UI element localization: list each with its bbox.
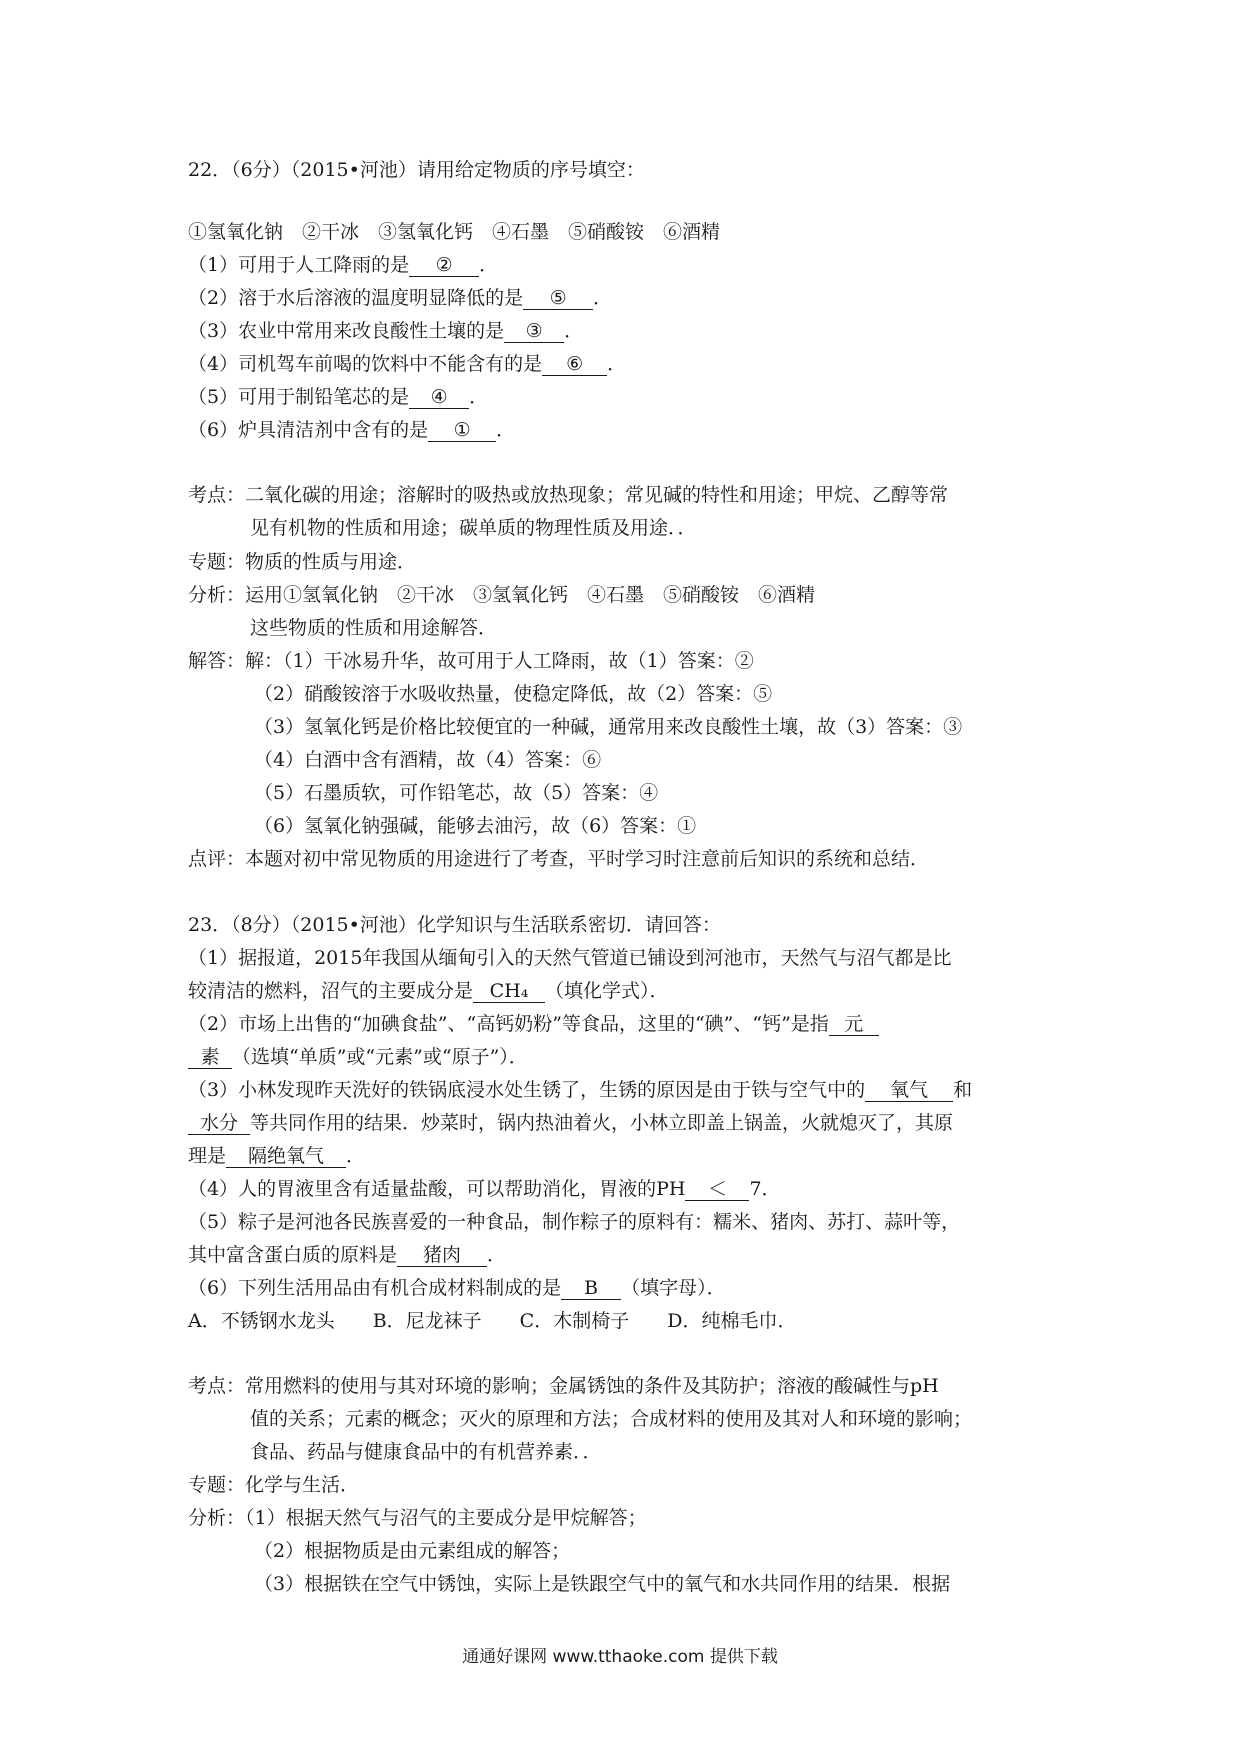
q23-kaodian-2: 值的关系；元素的概念；灭火的原理和方法；合成材料的使用及其对人和环境的影响；: [250, 1408, 973, 1430]
answer-blank: ④: [409, 386, 469, 409]
q22-jieda: 解答：解：（1）干冰易升华，故可用于人工降雨，故（1）答案：②: [188, 650, 754, 672]
q23-zhuanti: 专题：化学与生活．: [188, 1474, 360, 1496]
q22-item-3: （3）农业中常用来改良酸性土壤的是 ③ ．: [188, 320, 584, 342]
answer-blank: 元: [829, 1013, 879, 1036]
q23-title: 23．（8分）（2015•河池）化学知识与生活联系密切．请回答：: [188, 914, 721, 936]
q23-p6: （6）下列生活用品由有机合成材料制成的是 B （填字母）．: [188, 1277, 726, 1299]
q23-p4: （4）人的胃液里含有适量盐酸，可以帮助消化，胃液的PH ＜ 7．: [188, 1178, 781, 1200]
answer-blank: 氧气: [865, 1079, 953, 1102]
q23-p5-a: （5）粽子是河池各民族喜爱的一种食品，制作粽子的原料有：糯米、猪肉、苏打、蒜叶等，: [188, 1211, 961, 1233]
q22-item-2: （2）溶于水后溶液的温度明显降低的是 ⑤ ．: [188, 287, 613, 309]
q22-jieda-6: （6）氢氧化钠强碱，能够去油污，故（6）答案：①: [254, 815, 697, 837]
answer-blank: B: [561, 1277, 621, 1300]
q22-item-5: （5）可用于制铅笔芯的是 ④ ．: [188, 386, 489, 408]
q23-p1-b: 较清洁的燃料，沼气的主要成分是 CH₄ （填化学式）．: [188, 980, 669, 1002]
q22-jieda-3: （3）氢氧化钙是价格比较便宜的一种碱，通常用来改良酸性土壤，故（3）答案：③: [254, 716, 963, 738]
answer-blank: 水分: [188, 1112, 250, 1135]
q22-title: 22．（6分）（2015•河池）请用给定物质的序号填空：: [188, 159, 645, 181]
q23-fenxi: 分析：（1）根据天然气与沼气的主要成分是甲烷解答；: [188, 1507, 647, 1529]
q23-fenxi-2: （2）根据物质是由元素组成的解答；: [254, 1540, 571, 1562]
answer-blank: ⑥: [542, 353, 607, 376]
q23-p2-a: （2）市场上出售的“加碘食盐”、“高钙奶粉”等食品，这里的“碘”、“钙”是指 元: [188, 1012, 879, 1036]
footer-download-note: 通通好课网 www.tthaoke.com 提供下载: [462, 1647, 778, 1667]
q23-choices: A．不锈钢水龙头 B．尼龙袜子 C．木制椅子 D．纯棉毛巾．: [188, 1310, 797, 1332]
answer-blank: 猪肉: [397, 1244, 487, 1267]
q22-jieda-2: （2）硝酸铵溶于水吸收热量，使稳定降低，故（2）答案：⑤: [254, 683, 773, 705]
q23-p1-a: （1）据报道，2015年我国从缅甸引入的天然气管道已铺设到河池市，天然气与沼气都是比: [188, 947, 952, 969]
q22-options: ①氢氧化钠 ②干冰 ③氢氧化钙 ④石墨 ⑤硝酸铵 ⑥酒精: [188, 221, 721, 243]
answer-blank: ⑤: [523, 287, 593, 310]
q22-item-4: （4）司机驾车前喝的饮料中不能含有的是 ⑥ ．: [188, 353, 627, 375]
q22-kaodian: 考点：二氧化碳的用途；溶解时的吸热或放热现象；常见碱的特性和用途；甲烷、乙醇等常: [188, 484, 949, 506]
q22-jieda-4: （4）白酒中含有酒精，故（4）答案：⑥: [254, 749, 602, 771]
q23-p2-b: 素 （选填“单质”或“元素”或“原子”）．: [188, 1045, 528, 1069]
q22-jieda-5: （5）石墨质软，可作铅笔芯，故（5）答案：④: [254, 782, 659, 804]
q22-kaodian-cont: 见有机物的性质和用途；碳单质的物理性质及用途．．: [250, 517, 697, 539]
answer-blank: ＜: [685, 1178, 749, 1201]
q22-zhuanti: 专题：物质的性质与用途．: [188, 551, 417, 573]
q23-kaodian-3: 食品、药品与健康食品中的有机营养素．．: [250, 1441, 602, 1463]
answer-blank: 隔绝氧气: [226, 1145, 346, 1168]
q23-p3-a: （3）小林发现昨天洗好的铁锅底浸水处生锈了，生锈的原因是由于铁与空气中的 氧气 和: [188, 1079, 973, 1101]
q23-fenxi-3: （3）根据铁在空气中锈蚀，实际上是铁跟空气中的氧气和水共同作用的结果．根据: [254, 1573, 951, 1595]
answer-blank: 素: [188, 1046, 232, 1069]
q22-fenxi-cont: 这些物质的性质和用途解答．: [250, 617, 498, 639]
q23-kaodian: 考点：常用燃料的使用与其对环境的影响；金属锈蚀的条件及其防护；溶液的酸碱性与pH: [188, 1375, 939, 1397]
q22-item-1: （1）可用于人工降雨的是 ② ．: [188, 254, 499, 276]
q23-p3-c: 理是 隔绝氧气 ．: [188, 1145, 366, 1167]
q23-p5-b: 其中富含蛋白质的原料是 猪肉 ．: [188, 1244, 507, 1266]
answer-blank: ③: [504, 320, 564, 343]
q22-dianping: 点评：本题对初中常见物质的用途进行了考查，平时学习时注意前后知识的系统和总结．: [188, 848, 930, 870]
q23-p3-b: 水分 等共同作用的结果．炒菜时，锅内热油着火，小林立即盖上锅盖，火就熄灭了，其原: [188, 1111, 953, 1135]
q22-fenxi: 分析：运用①氢氧化钠 ②干冰 ③氢氧化钙 ④石墨 ⑤硝酸铵 ⑥酒精: [188, 584, 816, 606]
answer-blank: CH₄: [473, 980, 545, 1003]
q22-item-6: （6）炉具清洁剂中含有的是 ① ．: [188, 419, 516, 441]
answer-blank: ①: [428, 419, 496, 442]
answer-blank: ②: [409, 254, 479, 277]
